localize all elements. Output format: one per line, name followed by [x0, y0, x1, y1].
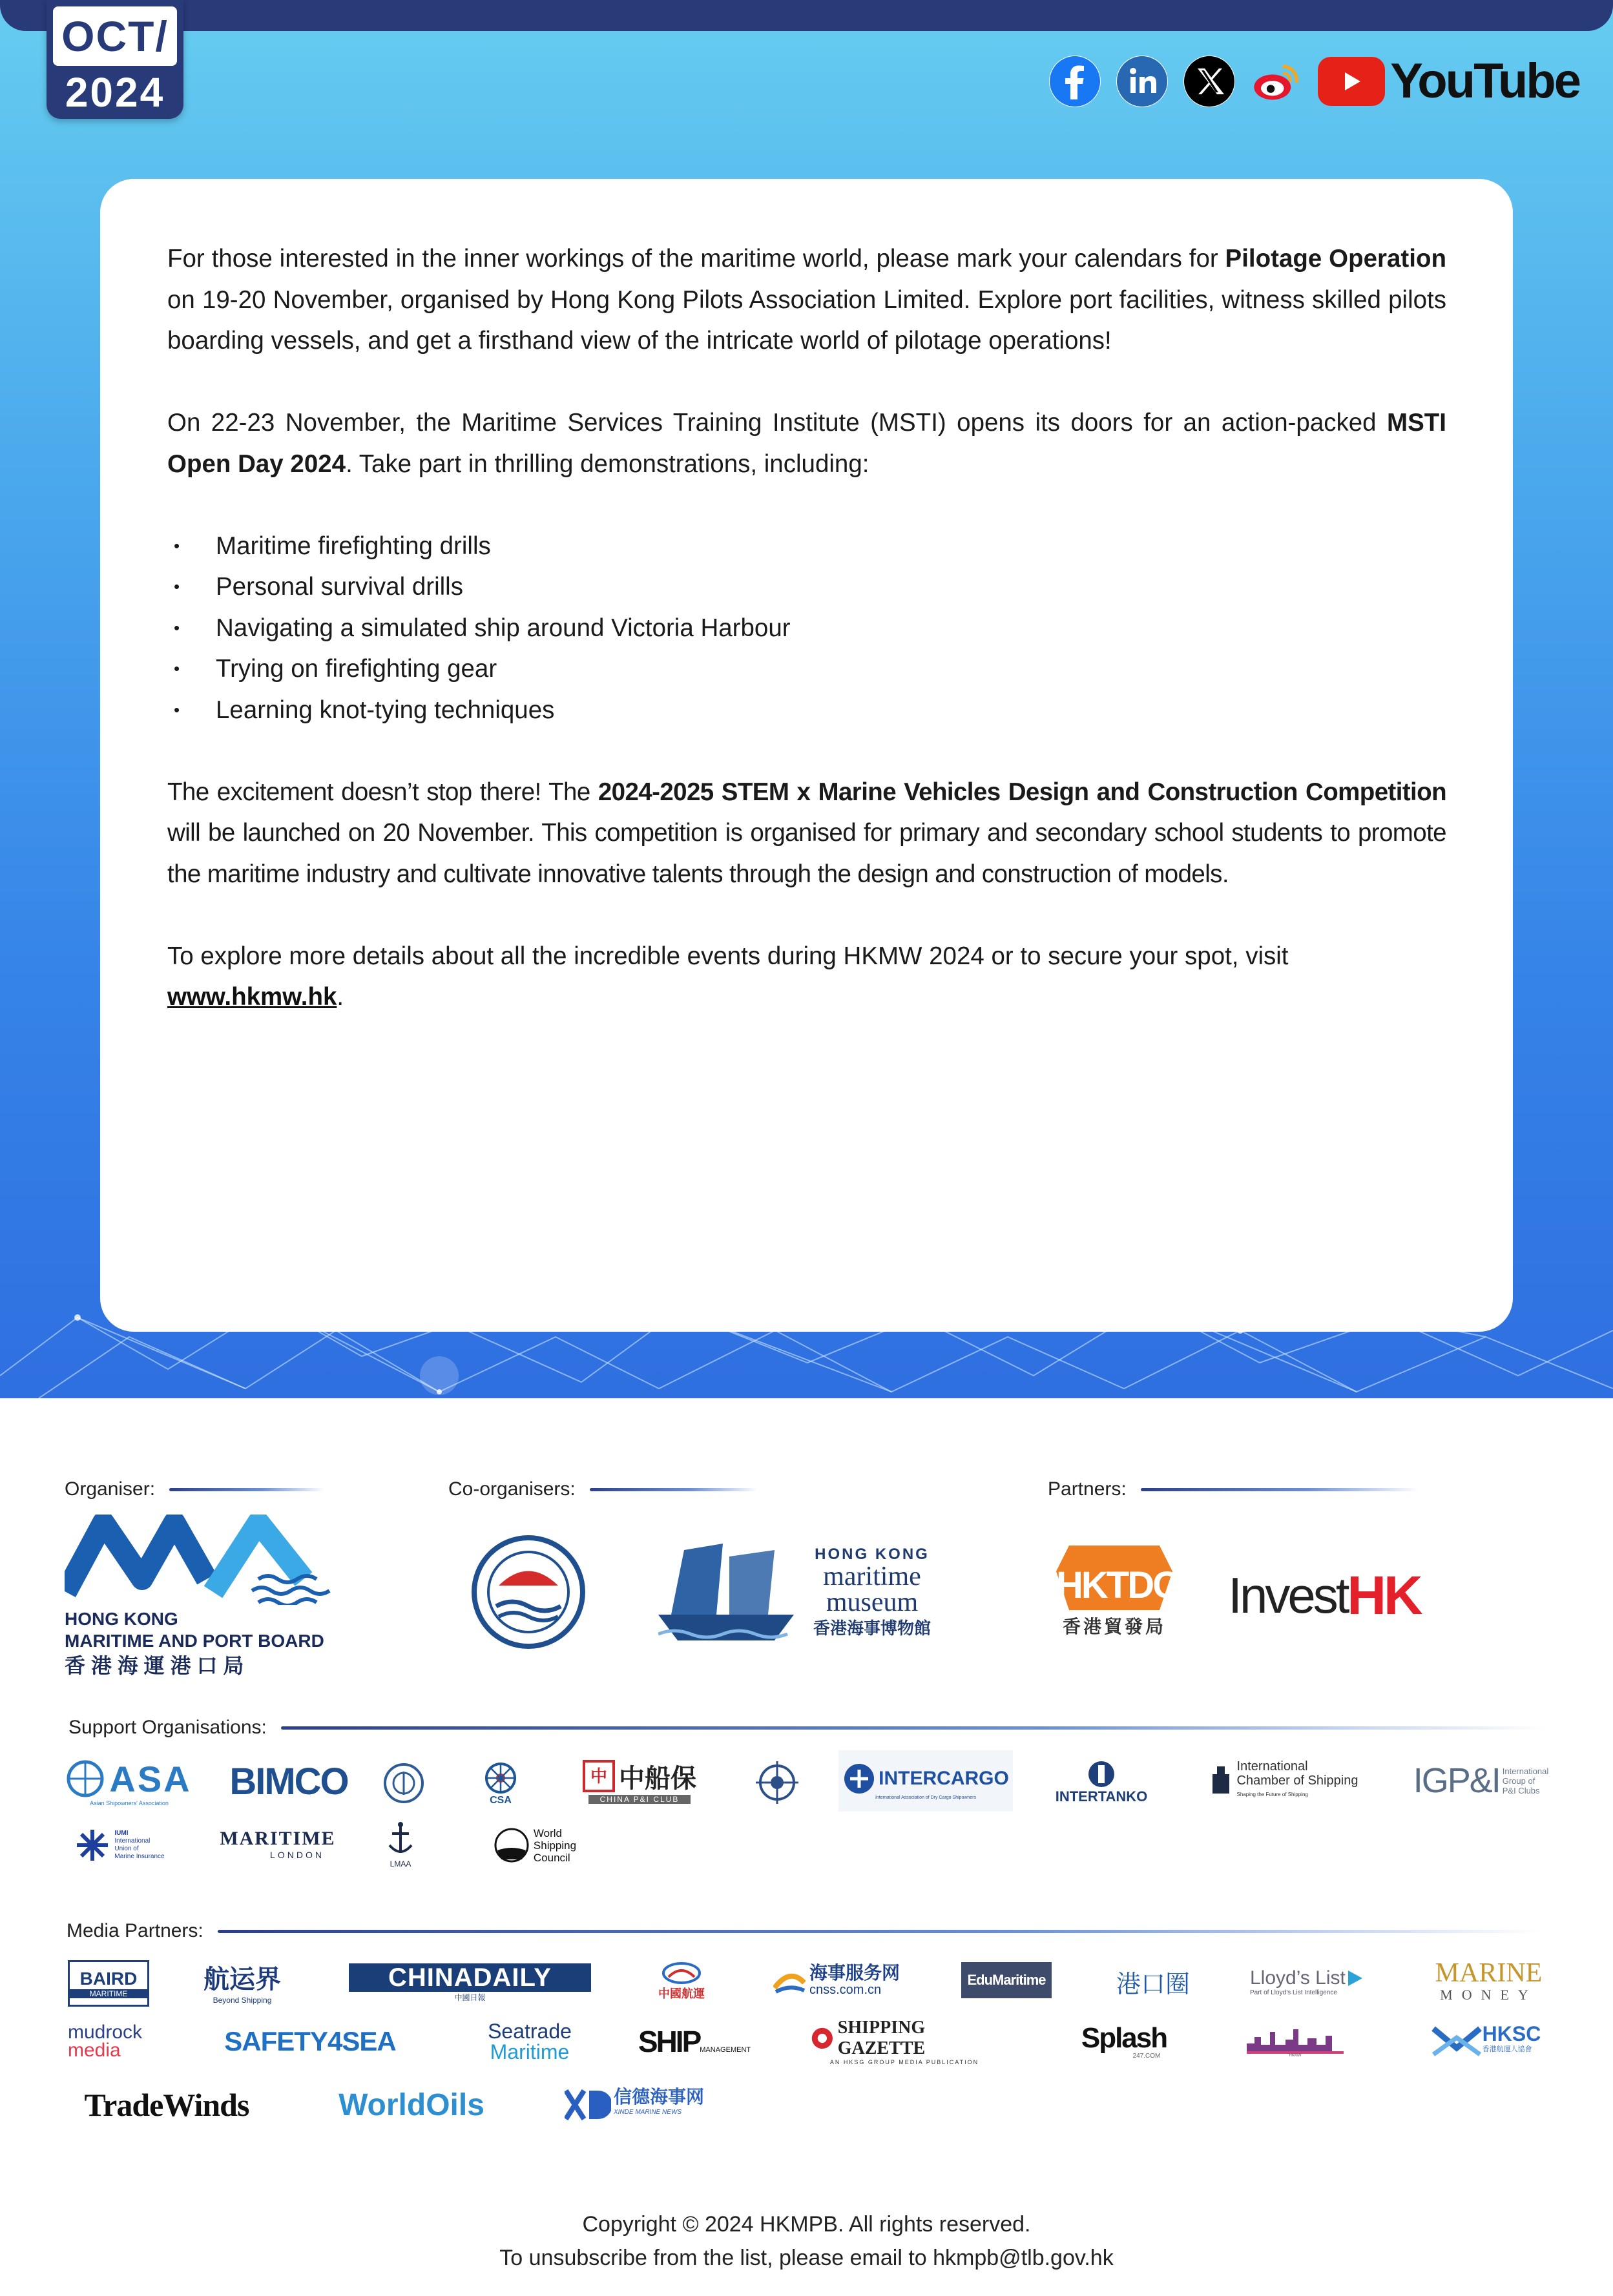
bimco-logo[interactable] [229, 1758, 348, 1805]
xinde-mark-icon [565, 2087, 611, 2123]
igpi-wordmark: IGP&I [1413, 1761, 1500, 1800]
ics-mark-icon [1210, 1764, 1232, 1797]
marine-money-wordmark: MONEY [1440, 1986, 1537, 2003]
hkmpb-logo[interactable] [65, 1515, 336, 1677]
asa-logo[interactable] [65, 1758, 194, 1806]
cnss-wordmark: 海事服务网 [809, 1963, 900, 1983]
tradewinds-logo[interactable] [67, 2084, 267, 2126]
hksc-mark-icon [1431, 2022, 1483, 2061]
maritime-london-logo[interactable] [220, 1818, 336, 1870]
iumi-name-line: Union of [114, 1845, 139, 1852]
mudrock-media-logo[interactable] [68, 2020, 152, 2063]
hksc-logo[interactable] [1421, 2018, 1550, 2065]
wsc-mark-icon [494, 1827, 530, 1863]
pilots-association-logo[interactable] [470, 1534, 587, 1650]
baird-subtitle: MARITIME [70, 1989, 147, 1998]
maritime-museum-logo[interactable] [646, 1537, 943, 1647]
china-pi-mark-icon: 中 [583, 1760, 615, 1792]
text: . [337, 983, 344, 1011]
junk-ship-icon [658, 1537, 807, 1647]
label-text: Organiser: [65, 1478, 156, 1500]
edumaritime-wordmark: EduMaritime [967, 1972, 1046, 1988]
edumaritime-logo[interactable] [961, 1962, 1052, 1998]
cnss-subtitle: cnss.com.cn [809, 1983, 882, 1997]
play-arrow-icon [1346, 1969, 1364, 1987]
x-icon[interactable] [1183, 56, 1235, 107]
social-links [1049, 53, 1579, 109]
investhk-logo[interactable] [1227, 1563, 1421, 1628]
hkmw-banner-logo[interactable] [1244, 2022, 1347, 2062]
igpi-name-line: P&I Clubs [1502, 1785, 1540, 1795]
organiser-name-chinese: 香 港 海 運 港 口 局 [65, 1654, 244, 1677]
text: . Take part in thrilling demonstrations, including: [346, 450, 869, 478]
worldoils-logo[interactable] [331, 2084, 492, 2126]
label-text: Media Partners: [67, 1920, 203, 1941]
organiser-name-line: HONG KONG [65, 1609, 178, 1629]
list-item: • Personal survival drills [167, 566, 1446, 608]
media-label [67, 1920, 1542, 1942]
lloyds-subtitle: Part of Lloyd’s List Intelligence [1250, 1989, 1337, 1996]
support-label [68, 1717, 1547, 1739]
shipping-gazette-mark-icon [811, 2025, 834, 2051]
intercargo-logo[interactable] [838, 1750, 1013, 1812]
hktdc-chinese-name: 香港貿發局 [1062, 1617, 1166, 1637]
csa-wordmark: CSA [490, 1795, 512, 1806]
text: To explore more details about all the incredible events during HKMW 2024 or to secure your spot, visit [167, 942, 1289, 970]
iumi-name-line: Marine Insurance [114, 1853, 165, 1860]
intercargo-mark-icon [842, 1762, 876, 1795]
china-daily-wordmark: CHINADAILY [349, 1963, 591, 1992]
ics-name-line: International [1236, 1759, 1308, 1774]
world-shipping-council-logo[interactable] [483, 1823, 587, 1868]
china-daily-subtitle: 中國日報 [454, 1992, 486, 2002]
globe-icon [67, 1760, 104, 1797]
youtube-icon [1318, 57, 1385, 106]
skyline-icon [1247, 2025, 1344, 2054]
hksc-subtitle: 香港航運人協會 [1482, 2045, 1532, 2053]
text: On 22-23 November, the Maritime Services Training Institute (MSTI) opens its doors for an action-packed [167, 409, 1388, 437]
ics-name-line: Chamber of Shipping [1236, 1774, 1358, 1788]
gangkouquan-wordmark: 港口圈 [1116, 1970, 1190, 1998]
wsc-name-line: Shipping [533, 1839, 577, 1852]
investhk-wordmark-accent: HK [1347, 1564, 1420, 1626]
safety4sea-logo[interactable] [213, 2022, 407, 2062]
text: For those interested in the inner workings of the maritime world, please mark your calendars for [167, 245, 1225, 273]
support-emblem-logo[interactable] [381, 1761, 426, 1806]
lloyds-wordmark: Lloyd’s List [1250, 1967, 1346, 1989]
hangyunjie-subtitle: Beyond Shipping [213, 1995, 272, 2005]
asa-wordmark: ASA [109, 1758, 192, 1799]
gangkouquan-logo[interactable] [1114, 1960, 1192, 2003]
anchor-icon [386, 1821, 415, 1859]
lmaa-wordmark: LMAA [390, 1859, 411, 1868]
issue-month: OCT/ [53, 6, 177, 66]
top-bar [0, 0, 1613, 31]
china-shipping-news-logo[interactable] [652, 1958, 711, 2005]
intertanko-wordmark: INTERTANKO [1055, 1788, 1148, 1805]
list-item: • Trying on firefighting gear [167, 648, 1446, 690]
weibo-icon[interactable] [1251, 56, 1302, 107]
maritime-london-wordmark: MARITIME [220, 1828, 336, 1849]
intertanko-mark-icon [1087, 1760, 1116, 1788]
lloyds-list-logo[interactable] [1250, 1958, 1369, 2005]
museum-name-chinese: 香港海事博物館 [813, 1618, 931, 1638]
igpi-logo[interactable] [1408, 1758, 1554, 1803]
baird-wordmark: BAIRD [79, 1969, 138, 1989]
ship-management-wordmark: MANAGEMENT [700, 2046, 751, 2054]
paragraph-more-details [167, 936, 1446, 1018]
support-compass-logo[interactable] [753, 1758, 802, 1807]
csa-logo[interactable] [478, 1758, 523, 1810]
wsc-name-line: World [533, 1826, 562, 1839]
text: The excitement doesn’t stop there! The [167, 778, 598, 806]
china-daily-logo[interactable] [349, 1963, 591, 2002]
museum-name-line: maritime [823, 1561, 921, 1591]
hangyunjie-wordmark: 航运界 [203, 1965, 281, 1994]
iumi-mark-icon [74, 1827, 110, 1863]
marine-money-wordmark: MARINE [1435, 1958, 1543, 1988]
bimco-wordmark: BIMCO [229, 1760, 348, 1803]
hkmw-website-link[interactable]: www.hkmw.hk [167, 983, 337, 1011]
museum-name-line: HONG KONG [815, 1545, 930, 1563]
seatrade-maritime-logo[interactable] [478, 2016, 581, 2067]
splash-wordmark: Splash [1081, 2022, 1167, 2054]
ship-management-wordmark: SHIP [638, 2025, 700, 2058]
hkmw-banner-caption: HKMW [1289, 2054, 1302, 2058]
marine-money-logo[interactable] [1429, 1957, 1548, 2005]
seatrade-wordmark: Maritime [490, 2040, 570, 2063]
shipping-gazette-logo[interactable] [811, 2020, 998, 2063]
ship-wheel-icon [484, 1761, 517, 1795]
iumi-name-line: IUMI [114, 1830, 129, 1837]
unsubscribe-text: To unsubscribe from the list, please email to hkmpb@tlb.gov.hk [499, 2246, 1114, 2270]
ics-logo[interactable] [1205, 1758, 1363, 1803]
footer [0, 2208, 1613, 2275]
lmaa-logo[interactable] [378, 1816, 423, 1873]
organiser-name-line: MARITIME AND PORT BOARD [65, 1631, 324, 1651]
shipping-gazette-wordmark: SHIPPING GAZETTE [837, 2018, 926, 2058]
copyright-text: Copyright © 2024 HKMPB. All rights reserved. [582, 2212, 1031, 2237]
event-name: 2024-2025 STEM x Marine Vehicles Design and Construction Competition [598, 778, 1446, 806]
china-shipping-wordmark: 中國航運 [658, 1987, 705, 2000]
divider [1141, 1488, 1419, 1491]
text: on 19-20 November, organised by Hong Kong Pilots Association Limited. Explore port facilities, witness skilled pilots boarding vessels, and get a firsthand view of the intricate world of pilotage operations! [167, 285, 1446, 355]
divider [169, 1488, 324, 1491]
issue-year: 2024 [65, 69, 165, 116]
ics-tagline: Shaping the Future of Shipping [1236, 1792, 1308, 1797]
ship-management-logo[interactable] [640, 2019, 749, 2064]
divider [590, 1488, 758, 1491]
shipping-gazette-subtitle: AN HKSG GROUP MEDIA PUBLICATION [829, 2059, 979, 2065]
xinde-wordmark: 信德海事网 [613, 2087, 704, 2107]
paragraph-msti [167, 402, 1446, 484]
safety4sea-wordmark: SAFETY4SEA [224, 2026, 396, 2056]
event-name: MSTI Open Day 2024 [167, 409, 1446, 478]
baird-maritime-logo[interactable] [68, 1960, 149, 2007]
china-shipping-mark-icon [662, 1961, 701, 1985]
china-pi-club-logo[interactable] [575, 1758, 704, 1803]
paragraph-competition [167, 772, 1446, 895]
xinde-subtitle: XINDE MARINE NEWS [613, 2109, 682, 2116]
divider [281, 1726, 1547, 1730]
igpi-name-line: International [1502, 1766, 1549, 1776]
hksc-wordmark: HKSC [1482, 2022, 1541, 2045]
article-body [167, 238, 1446, 1059]
cnss-logo[interactable] [769, 1960, 904, 2003]
label-text: Support Organisations: [68, 1717, 267, 1738]
asa-subtitle: Asian Shipowners' Association [90, 1799, 169, 1806]
iumi-logo[interactable] [65, 1823, 174, 1868]
list-item: • Navigating a simulated ship around Victoria Harbour [167, 608, 1446, 649]
article-card [100, 179, 1513, 1332]
iumi-name-line: International [114, 1837, 151, 1845]
label-text: Co-organisers: [448, 1478, 576, 1500]
hkmpb-mark-icon [65, 1515, 336, 1605]
label-text: Partners: [1048, 1478, 1127, 1500]
cnss-mark-icon [773, 1969, 806, 1994]
splash-247-logo[interactable] [1072, 2018, 1176, 2065]
china-pi-wordmark: 中船保 [619, 1764, 696, 1793]
museum-name-line: museum [826, 1587, 919, 1617]
coorganisers-label [448, 1478, 758, 1500]
paragraph-pilotage [167, 238, 1446, 362]
tradewinds-wordmark: TradeWinds [84, 2087, 249, 2123]
issue-date-badge [47, 0, 183, 119]
intertanko-logo[interactable] [1046, 1758, 1156, 1807]
mudrock-wordmark: media [68, 2040, 121, 2061]
demonstration-list [167, 526, 1446, 731]
xinde-marine-news-logo[interactable] [557, 2082, 712, 2127]
hangyunjie-logo[interactable] [200, 1960, 284, 2003]
partners-label [1048, 1478, 1419, 1500]
wsc-name-line: Council [533, 1851, 570, 1864]
text: will be launched on 20 November. This competition is organised for primary and secondary school students to promote the maritime industry and cultivate innovative talents through the design and construction of models. [167, 819, 1446, 888]
hktdc-logo[interactable] [1053, 1544, 1176, 1640]
youtube-label: YouTube [1390, 54, 1579, 109]
hktdc-wordmark: HKTDC [1056, 1564, 1178, 1606]
worldoils-wordmark: WorldOils [338, 2087, 484, 2122]
mudrock-wordmark: mudrock [68, 2022, 143, 2043]
maritime-london-subtitle: LONDON [270, 1850, 324, 1860]
seatrade-wordmark: Seatrade [488, 2020, 572, 2043]
event-name: Pilotage Operation [1225, 245, 1446, 273]
igpi-name-line: Group of [1502, 1775, 1535, 1786]
linkedin-icon[interactable] [1116, 56, 1168, 107]
museum-wordmark [813, 1546, 931, 1639]
youtube-link[interactable] [1318, 53, 1579, 109]
list-item: • Maritime firefighting drills [167, 526, 1446, 567]
intercargo-wordmark: INTERCARGO [879, 1768, 1009, 1789]
divider [218, 1930, 1542, 1933]
investhk-wordmark: Invest [1228, 1566, 1348, 1624]
organiser-label [65, 1478, 324, 1500]
intercargo-subtitle: International Association of Dry Cargo Shipowners [875, 1795, 977, 1800]
hktdc-mark [1056, 1546, 1178, 1610]
splash-subtitle: 247.COM [1132, 2052, 1161, 2060]
list-item: • Learning knot-tying techniques [167, 690, 1446, 731]
china-pi-subtitle: CHINA P&I CLUB [588, 1795, 691, 1804]
facebook-icon[interactable] [1049, 56, 1101, 107]
